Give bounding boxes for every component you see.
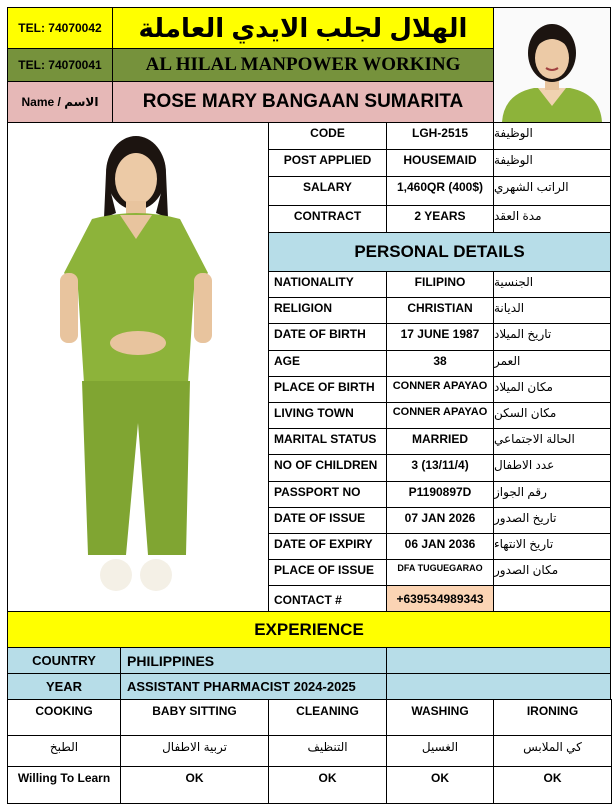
personal-value: 06 JAN 2036 bbox=[386, 533, 494, 560]
job-label: SALARY bbox=[268, 176, 387, 206]
experience-title: EXPERIENCE bbox=[7, 611, 611, 648]
skill-name: IRONING bbox=[493, 699, 612, 736]
personal-details-title: PERSONAL DETAILS bbox=[268, 232, 611, 272]
job-label: CODE bbox=[268, 122, 387, 150]
personal-value: DFA TUGUEGARAO bbox=[386, 559, 494, 586]
skill-level: Willing To Learn bbox=[7, 766, 121, 804]
personal-label: MARITAL STATUS bbox=[268, 428, 387, 455]
full-body-figure bbox=[8, 123, 268, 611]
personal-label: DATE OF BIRTH bbox=[268, 323, 387, 351]
personal-label: PASSPORT NO bbox=[268, 481, 387, 508]
personal-arabic: مكان الميلاد bbox=[493, 376, 611, 403]
personal-arabic: تاريخ الانتهاء bbox=[493, 533, 611, 560]
personal-value: 38 bbox=[386, 350, 494, 377]
personal-value: CONNER APAYAO bbox=[386, 376, 494, 403]
year-value: ASSISTANT PHARMACIST 2024-2025 bbox=[120, 673, 387, 700]
job-label: CONTRACT bbox=[268, 205, 387, 233]
job-value: HOUSEMAID bbox=[386, 149, 494, 177]
year-blank bbox=[386, 673, 611, 700]
job-value: 1,460QR (400$) bbox=[386, 176, 494, 206]
personal-label: DATE OF ISSUE bbox=[268, 507, 387, 534]
skill-arabic: الطبخ bbox=[7, 735, 121, 767]
personal-arabic: تاريخ الميلاد bbox=[493, 323, 611, 351]
personal-value: MARRIED bbox=[386, 428, 494, 455]
portrait-photo bbox=[493, 7, 611, 123]
job-value: 2 YEARS bbox=[386, 205, 494, 233]
personal-value: 3 (13/11/4) bbox=[386, 454, 494, 482]
skill-level: OK bbox=[493, 766, 612, 804]
contact-label: CONTACT # bbox=[268, 585, 387, 612]
personal-arabic: رقم الجواز bbox=[493, 481, 611, 508]
skill-name: BABY SITTING bbox=[120, 699, 269, 736]
personal-label: DATE OF EXPIRY bbox=[268, 533, 387, 560]
country-label: COUNTRY bbox=[7, 647, 121, 674]
personal-label: NO OF CHILDREN bbox=[268, 454, 387, 482]
job-arabic: مدة العقد bbox=[493, 205, 611, 233]
english-company-title: AL HILAL MANPOWER WORKING bbox=[112, 48, 494, 82]
personal-arabic: الديانة bbox=[493, 297, 611, 324]
skill-name: COOKING bbox=[7, 699, 121, 736]
full-body-photo bbox=[7, 122, 269, 612]
personal-label: AGE bbox=[268, 350, 387, 377]
job-arabic: الراتب الشهري bbox=[493, 176, 611, 206]
tel-1: TEL: 74070042 bbox=[7, 7, 113, 49]
personal-label: LIVING TOWN bbox=[268, 402, 387, 429]
skill-name: WASHING bbox=[386, 699, 494, 736]
skill-name: CLEANING bbox=[268, 699, 387, 736]
name-label: Name / الاسم bbox=[7, 81, 113, 123]
contact-value: +639534989343 bbox=[386, 585, 494, 612]
personal-label: NATIONALITY bbox=[268, 271, 387, 298]
skill-arabic: الغسيل bbox=[386, 735, 494, 767]
personal-label: PLACE OF ISSUE bbox=[268, 559, 387, 586]
personal-label: PLACE OF BIRTH bbox=[268, 376, 387, 403]
personal-arabic: مكان السكن bbox=[493, 402, 611, 429]
skill-arabic: التنظيف bbox=[268, 735, 387, 767]
personal-value: CHRISTIAN bbox=[386, 297, 494, 324]
country-value: PHILIPPINES bbox=[120, 647, 387, 674]
contact-blank bbox=[493, 585, 611, 612]
skill-level: OK bbox=[120, 766, 269, 804]
job-value: LGH-2515 bbox=[386, 122, 494, 150]
skill-level: OK bbox=[268, 766, 387, 804]
country-blank bbox=[386, 647, 611, 674]
personal-label: RELIGION bbox=[268, 297, 387, 324]
skill-level: OK bbox=[386, 766, 494, 804]
year-label: YEAR bbox=[7, 673, 121, 700]
tel-2: TEL: 74070041 bbox=[7, 48, 113, 82]
personal-value: P1190897D bbox=[386, 481, 494, 508]
arabic-company-title: الهلال لجلب الايدي العاملة bbox=[112, 7, 494, 49]
personal-arabic: تاريخ الصدور bbox=[493, 507, 611, 534]
skill-arabic: كي الملابس bbox=[493, 735, 612, 767]
job-arabic: الوظيفة bbox=[493, 122, 611, 150]
personal-arabic: مكان الصدور bbox=[493, 559, 611, 586]
job-arabic: الوظيفة bbox=[493, 149, 611, 177]
personal-value: CONNER APAYAO bbox=[386, 402, 494, 429]
personal-arabic: العمر bbox=[493, 350, 611, 377]
personal-arabic: الجنسية bbox=[493, 271, 611, 298]
personal-arabic: الحالة الاجتماعي bbox=[493, 428, 611, 455]
personal-value: 17 JUNE 1987 bbox=[386, 323, 494, 351]
personal-arabic: عدد الاطفال bbox=[493, 454, 611, 482]
personal-value: FILIPINO bbox=[386, 271, 494, 298]
skill-arabic: تربية الاطفال bbox=[120, 735, 269, 767]
candidate-name: ROSE MARY BANGAAN SUMARITA bbox=[112, 81, 494, 123]
personal-value: 07 JAN 2026 bbox=[386, 507, 494, 534]
portrait-figure bbox=[494, 8, 610, 122]
job-label: POST APPLIED bbox=[268, 149, 387, 177]
